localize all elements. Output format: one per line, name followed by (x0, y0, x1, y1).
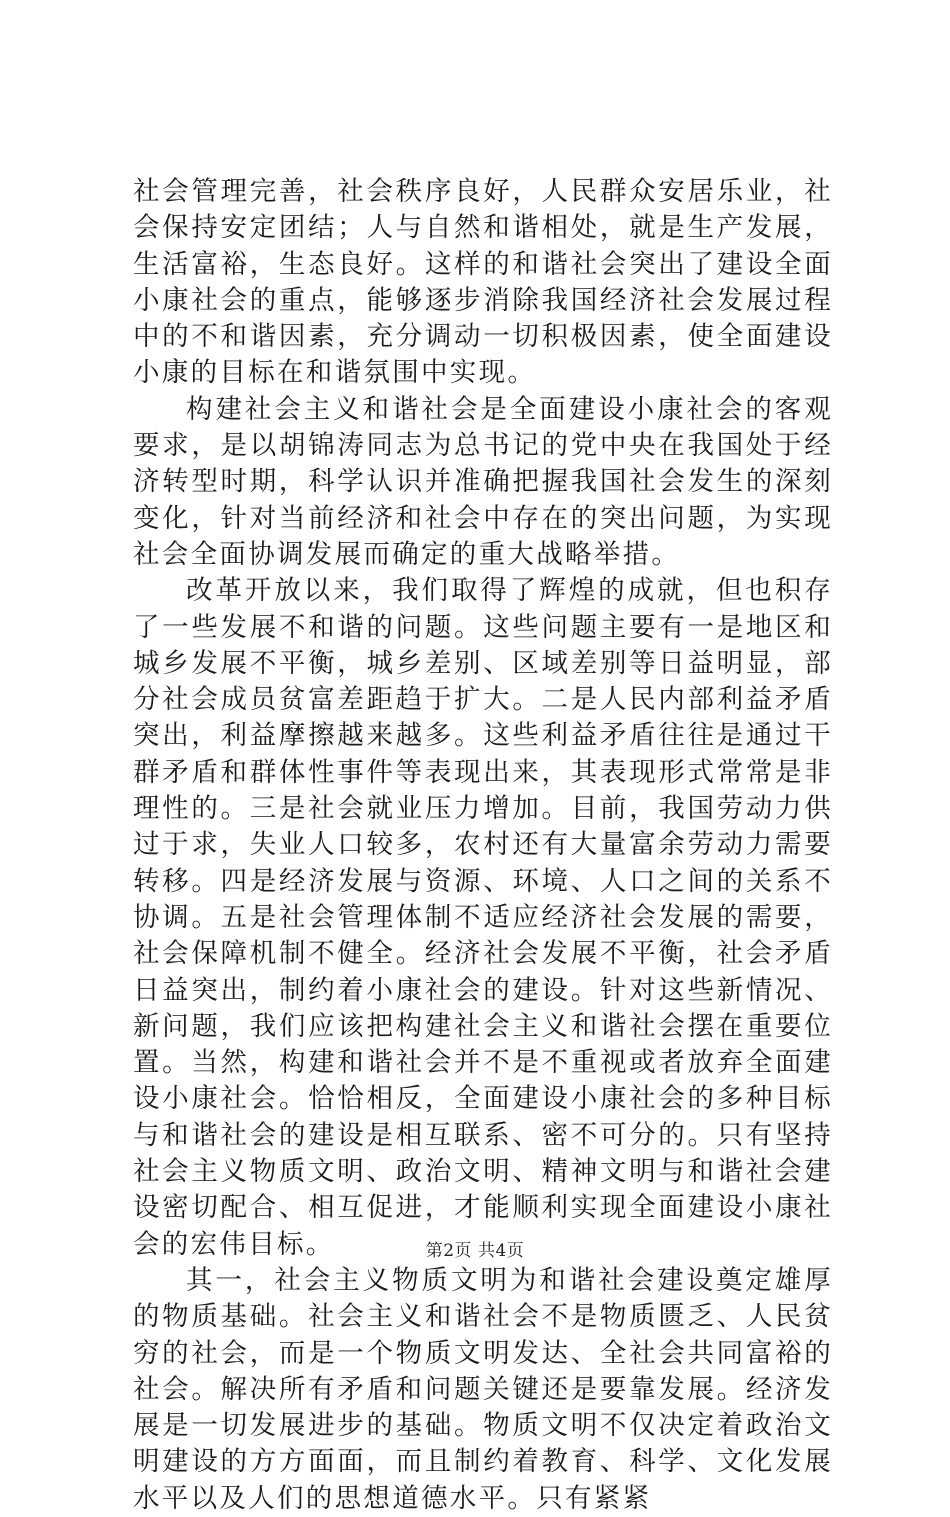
paragraph-continued: 社会管理完善，社会秩序良好，人民群众安居乐业，社会保持安定团结；人与自然和谐相处，就是生产发展，生活富裕，生态良好。这样的和谐社会突出了建设全面小康社会的重点，能够逐步消除我国经济社会发展过程中的不和谐因素，充分调动一切积极因素，使全面建设小康的目标在和谐氛围中实现。 (133, 176, 833, 389)
paragraph: 改革开放以来，我们取得了辉煌的成就，但也积存了一些发展不和谐的问题。这些问题主要有一是地区和城乡发展不平衡，城乡差别、区域差别等日益明显，部分社会成员贫富差距趋于扩大。二是人民内部利益矛盾突出，利益摩擦越来越多。这些利益矛盾往往是通过干群矛盾和群体性事件等表现出来，其表现形式常常是非理性的。三是社会就业压力增加。目前，我国劳动力供过于求，失业人口较多，农村还有大量富余劳动力需要转移。四是经济发展与资源、环境、人口之间的关系不协调。五是社会管理体制不适应经济社会发展的需要，社会保障机制不健全。经济社会发展不平衡，社会矛盾日益突出，制约着小康社会的建设。针对这些新情况、新问题，我们应该把构建社会主义和谐社会摆在重要位置。当然，构建和谐社会并不是不重视或者放弃全面建设小康社会。恰恰相反，全面建设小康社会的多种目标与和谐社会的建设是相互联系、密不可分的。只有坚持社会主义物质文明、政治文明、精神文明与和谐社会建设密切配合、相互促进，才能顺利实现全面建设小康社会的宏伟目标。 (133, 575, 833, 1260)
page-number-footer: 第2页 共4页 (425, 1241, 525, 1261)
paragraph: 其一，社会主义物质文明为和谐社会建设奠定雄厚的物质基础。社会主义和谐社会不是物质匮乏、人民贫穷的社会，而是一个物质文明发达、全社会共同富裕的社会。解决所有矛盾和问题关键还是要靠发展。经济发展是一切发展进步的基础。物质文明不仅决定着政治文明建设的方方面面，而且制约着教育、科学、文化发展水平以及人们的思想道德水平。只有紧紧 (133, 1264, 833, 1514)
paragraph: 构建社会主义和谐社会是全面建设小康社会的客观要求，是以胡锦涛同志为总书记的党中央在我国处于经济转型时期，科学认识并准确把握我国社会发生的深刻变化，针对当前经济和社会中存在的突出问题，为实现社会全面协调发展而确定的重大战略举措。 (133, 393, 833, 570)
document-body (133, 174, 833, 1517)
